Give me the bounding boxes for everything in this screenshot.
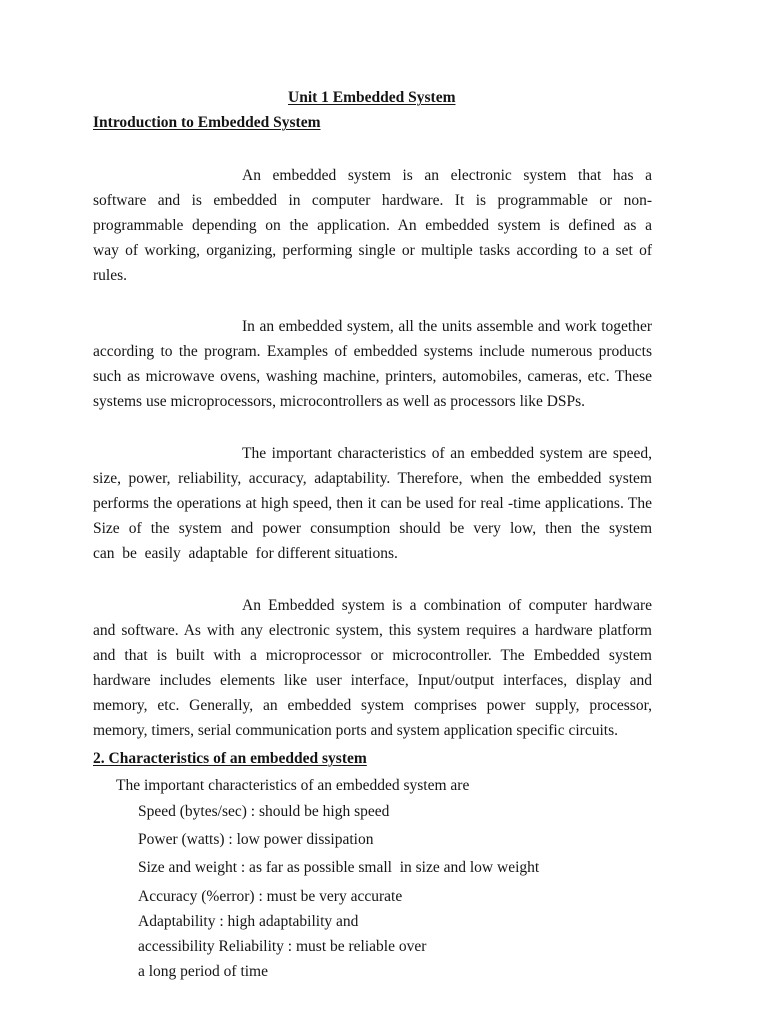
document-title: Unit 1 Embedded System bbox=[288, 89, 456, 106]
characteristic-item: Power (watts) : low power dissipation bbox=[138, 831, 374, 848]
section-heading-characteristics: 2. Characteristics of an embedded system bbox=[93, 750, 367, 767]
paragraph-line: rules. bbox=[93, 267, 128, 284]
paragraph-line: An Embedded system is a combination of computer hardware bbox=[242, 597, 652, 614]
paragraph-line: In an embedded system, all the units assemble and work together bbox=[242, 318, 652, 335]
paragraph-line: and software. As with any electronic system, this system requires a hardware platform bbox=[93, 622, 652, 639]
characteristic-item: Adaptability : high adaptability and bbox=[138, 913, 359, 930]
characteristic-item: Accuracy (%error) : must be very accurate bbox=[138, 888, 403, 905]
paragraph-line: can be easily adaptable for different situations. bbox=[93, 545, 398, 562]
paragraph-line: memory, etc. Generally, an embedded system comprises power supply, processor, bbox=[93, 697, 652, 714]
characteristic-item: Speed (bytes/sec) : should be high speed bbox=[138, 803, 390, 820]
paragraph-line: such as microwave ovens, washing machine, printers, automobiles, cameras, etc. These bbox=[93, 368, 652, 385]
paragraph-line: hardware includes elements like user interface, Input/output interfaces, display and bbox=[93, 672, 652, 689]
paragraph-line: The important characteristics of an embedded system are speed, bbox=[242, 445, 652, 462]
paragraph-line: way of working, organizing, performing single or multiple tasks according to a set of bbox=[93, 242, 652, 259]
paragraph-line: and that is built with a microprocessor or microcontroller. The Embedded system bbox=[93, 647, 652, 664]
list-intro: The important characteristics of an embedded system are bbox=[116, 777, 470, 794]
paragraph-line: An embedded system is an electronic system that has a bbox=[242, 167, 652, 184]
paragraph-line: Size of the system and power consumption should be very low, then the system bbox=[93, 520, 652, 537]
paragraph-line: memory, timers, serial communication ports and system application specific circuits. bbox=[93, 722, 618, 739]
section-heading-introduction: Introduction to Embedded System bbox=[93, 114, 321, 131]
paragraph-line: software and is embedded in computer hardware. It is programmable or non- bbox=[93, 192, 652, 209]
characteristic-item: Size and weight : as far as possible small in size and low weight bbox=[138, 859, 540, 876]
paragraph-line: programmable depending on the application. An embedded system is defined as a bbox=[93, 217, 652, 234]
paragraph-line: systems use microprocessors, microcontrollers as well as processors like DSPs. bbox=[93, 393, 586, 410]
paragraph-line: size, power, reliability, accuracy, adaptability. Therefore, when the embedded system bbox=[93, 470, 652, 487]
characteristic-item: accessibility Reliability : must be reliable over bbox=[138, 938, 427, 955]
paragraph-line: performs the operations at high speed, then it can be used for real -time applications. The bbox=[93, 495, 652, 512]
characteristic-item: a long period of time bbox=[138, 963, 268, 980]
paragraph-line: according to the program. Examples of embedded systems include numerous products bbox=[93, 343, 652, 360]
